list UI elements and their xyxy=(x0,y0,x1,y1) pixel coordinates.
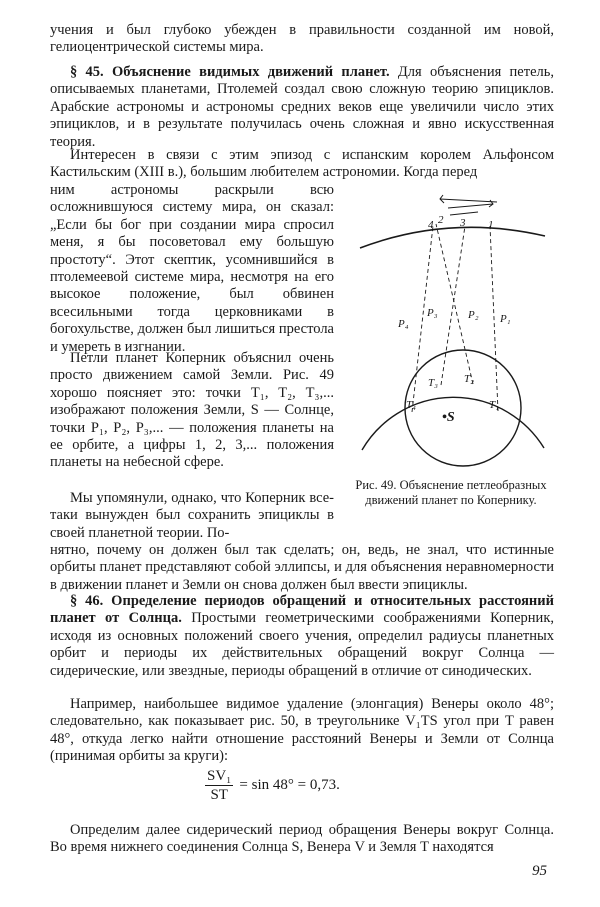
paragraph-alfonso: Интересен в связи с этим эпизод с испанским королем Альфонсом Кастильским (XIII в.), большим любителем астрономии. Когда перед xyxy=(50,147,554,181)
label-t1: T₁ xyxy=(489,399,499,411)
arrow-2 xyxy=(448,204,493,208)
formula-fraction xyxy=(205,767,233,804)
label-1: 1 xyxy=(488,219,494,231)
formula-denominator: ST xyxy=(210,786,228,803)
paragraph-alfonso-cont: ним астрономы раскрыли всю осложнившуюся систему мира, он сказал: „Если бы бог при создании мира спросил меня, я бы посоветовал ему большую простоту“. Этот скептик, усомнившийся в птолемеевой системе мира, несмотря на его высокое положение, был обвинен всесильными тогда церковниками в богохульстве, должен был лишиться престола и умереть в изгнании. xyxy=(50,182,334,355)
label-t3: T₃ xyxy=(428,377,438,389)
formula-numerator: SV₁ xyxy=(207,767,232,784)
label-p2: P₂ xyxy=(468,309,479,321)
section-46-heading: § 46. Определение периодов обращений и относительных расстояний планет от Солнца. xyxy=(50,593,554,627)
label-p4: P₄ xyxy=(398,318,409,330)
label-2: 2 xyxy=(438,214,444,226)
section-45 xyxy=(50,64,554,151)
label-4: 4 xyxy=(428,219,434,231)
section-45-text: Для объяснения петель, описываемых планетами, Птолемей создал свою сложную теорию эпициклов. Арабские астрономы и астрономы средних веков еще увеличили число этих эпициклов, и в результате получилась очень сложная и явно искусственная теория. xyxy=(50,64,554,150)
section-46-text: Простыми геометрическими соображениями Коперник, исходя из основных положений своего учения, определил радиусы планетных орбит и периоды их действительных обращений вокруг Солнца — сидерические, или звездные, периоды обращений в отличие от синодических. xyxy=(50,610,554,679)
label-sun: •S xyxy=(442,410,455,425)
paragraph-copernicus: Петли планет Коперник объяснил очень просто движением самой Земли. Рис. 49 хорошо поясняет это: точки T₁, T₂, T₃,... изображают положения Земли, S — Солнце, точки P₁, P₂, P₃,... — положения планеты на ее орбите, а цифры 1, 2, 3,... положения планеты на небесной сфере. xyxy=(50,350,334,471)
paragraph-epicycles: Мы упомянули, однако, что Коперник все-таки вынужден был сохранить эпициклы в своей планетной теории. По- xyxy=(50,490,334,541)
page-number: 95 xyxy=(532,863,547,879)
paragraph-last: Определим далее сидерический период обращения Венеры вокруг Солнца. Во время нижнего соединения Солнца S, Венера V и Земля T находятся xyxy=(50,822,554,856)
paragraph-epicycles-cont: нятно, почему он должен был так сделать; он, ведь, не знал, что истинные орбиты планет представляют собой эллипсы, и для объяснения неравномерности в движении планет и Земли он снова должен был ввести эпициклы. xyxy=(50,542,554,593)
figure-49-diagram xyxy=(340,190,562,480)
formula xyxy=(205,763,340,807)
label-p3: P₃ xyxy=(427,307,438,319)
paragraph-venus: Например, наибольшее видимое удаление (элонгация) Венеры около 48°; следовательно, как показывает рис. 50, в треугольнике V₁TS угол при T равен 48°, откуда легко найти отношение расстояний Венеры и Земли от Солнца (принимая орбиты за круги): xyxy=(50,696,554,765)
formula-rhs: = sin 48° = 0,73. xyxy=(239,776,340,793)
section-45-heading: § 45. Объяснение видимых движений планет. xyxy=(70,64,390,80)
label-t2: T₂ xyxy=(464,373,474,385)
earth-orbit xyxy=(405,350,521,466)
paragraph-intro: учения и был глубоко убежден в правильности созданной им новой, гелиоцентрической системы мира. xyxy=(50,22,554,56)
label-t4: T₄ xyxy=(406,399,416,411)
sight-lines xyxy=(412,224,498,412)
label-3: 3 xyxy=(460,217,466,229)
arrow-2-head xyxy=(489,200,493,207)
arrow-3 xyxy=(450,212,478,215)
arrow-1 xyxy=(440,199,497,202)
figure-49-caption: Рис. 49. Объяснение петлеобразных движений планет по Копернику. xyxy=(355,478,547,507)
section-46 xyxy=(50,593,554,680)
celestial-sphere-arc xyxy=(360,227,545,248)
label-p1: P₁ xyxy=(500,313,511,325)
